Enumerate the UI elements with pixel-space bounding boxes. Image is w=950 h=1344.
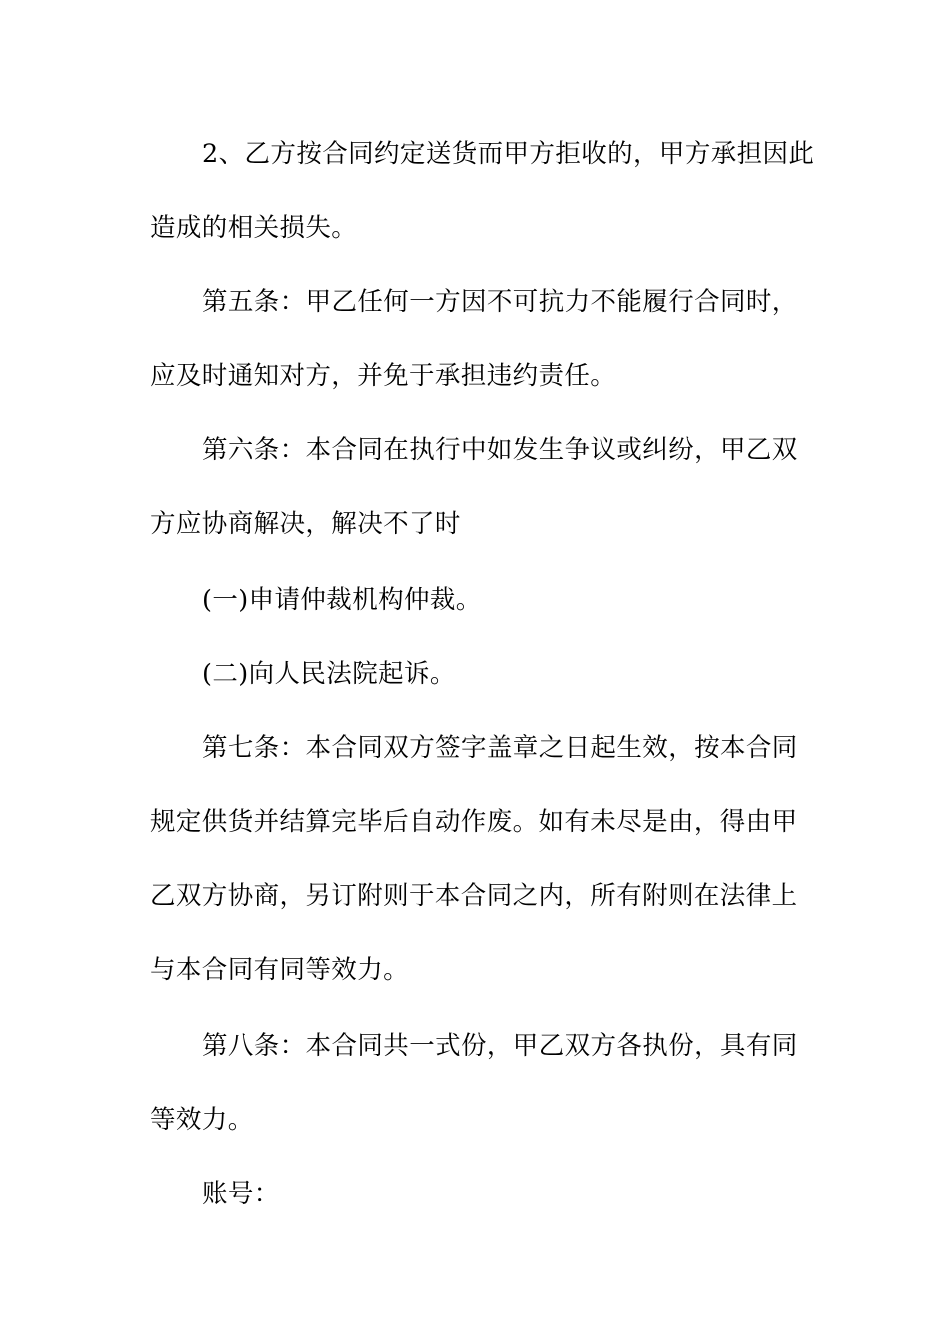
clause-8-line-2: 等效力。 <box>150 1105 254 1135</box>
clause-6-line-2: 方应协商解决，解决不了时 <box>150 509 461 539</box>
clause-8-line-1: 第八条：本合同共一式份，甲乙双方各执份，具有同 <box>202 1031 798 1061</box>
clause-4-item-2-line-1: 2、乙方按合同约定送货而甲方拒收的，甲方承担因此 <box>202 139 815 169</box>
account-number-label: 账号： <box>202 1179 280 1209</box>
clause-7-line-1: 第七条：本合同双方签字盖章之日起生效，按本合同 <box>202 733 798 763</box>
clause-7-line-3: 乙双方协商，另订附则于本合同之内，所有附则在法律上 <box>150 881 798 911</box>
clause-6-option-1: (一)申请仲裁机构仲裁。 <box>202 585 482 615</box>
clause-6-line-1: 第六条：本合同在执行中如发生争议或纠纷，甲乙双 <box>202 435 798 465</box>
clause-5-line-2: 应及时通知对方，并免于承担违约责任。 <box>150 361 617 391</box>
clause-6-option-2: (二)向人民法院起诉。 <box>202 659 456 689</box>
clause-7-line-4: 与本合同有同等效力。 <box>150 955 410 985</box>
clause-4-item-2-line-2: 造成的相关损失。 <box>150 213 358 243</box>
clause-5-line-1: 第五条：甲乙任何一方因不可抗力不能履行合同时， <box>202 287 798 317</box>
clause-7-line-2: 规定供货并结算完毕后自动作废。如有未尽是由，得由甲 <box>150 807 798 837</box>
